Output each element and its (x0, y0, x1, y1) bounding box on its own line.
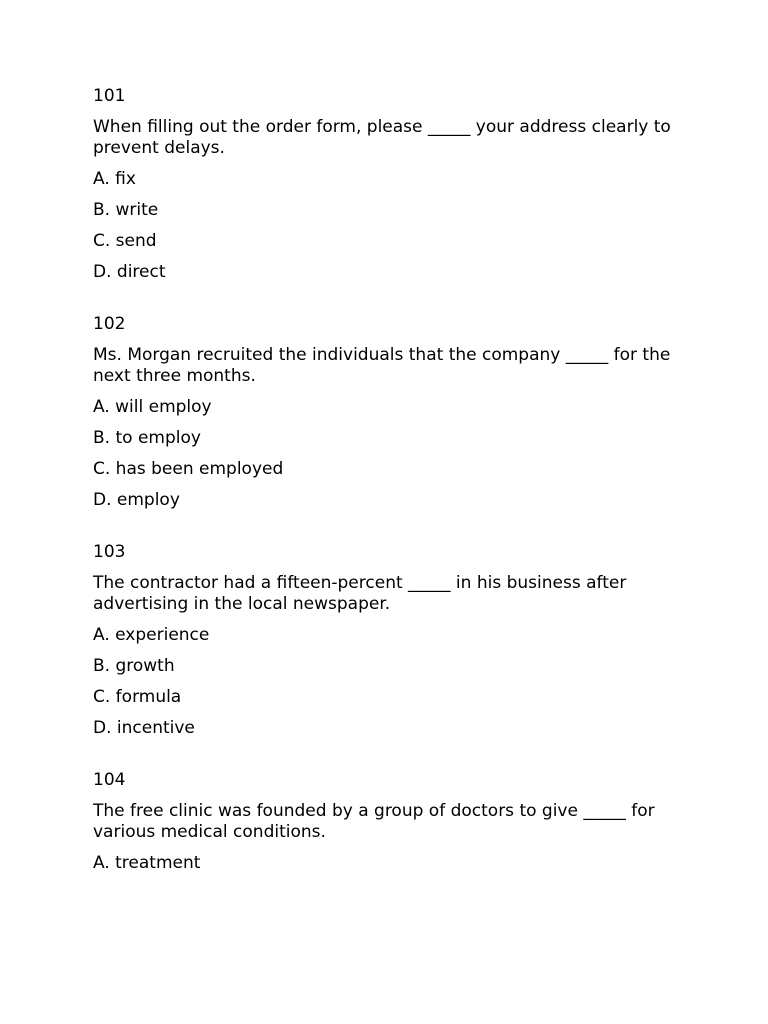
answer-option-a: A. fix (93, 169, 136, 189)
answer-option-c: C. formula (93, 687, 182, 707)
answer-options (93, 853, 683, 874)
document-page (93, 86, 683, 874)
answer-options (93, 625, 683, 739)
question-102 (93, 314, 683, 511)
answer-options (93, 169, 683, 283)
answer-option-c: C. has been employed (93, 459, 284, 479)
question-104 (93, 770, 683, 874)
question-text: Ms. Morgan recruited the individuals that the company _____ for the next three months. (93, 345, 671, 386)
question-number: 102 (93, 314, 126, 334)
answer-option-d: D. direct (93, 262, 166, 282)
question-text: The free clinic was founded by a group of doctors to give _____ for various medical conditions. (93, 801, 655, 842)
answer-option-b: B. to employ (93, 428, 201, 448)
question-101 (93, 86, 683, 283)
question-text: The contractor had a fifteen-percent _____ in his business after advertising in the local newspaper. (93, 573, 627, 614)
question-text: When filling out the order form, please _____ your address clearly to prevent delays. (93, 117, 671, 158)
answer-option-c: C. send (93, 231, 157, 251)
answer-option-d: D. employ (93, 490, 180, 510)
answer-option-b: B. growth (93, 656, 175, 676)
question-103 (93, 542, 683, 739)
answer-option-a: A. will employ (93, 397, 212, 417)
answer-options (93, 397, 683, 511)
answer-option-d: D. incentive (93, 718, 195, 738)
answer-option-a: A. treatment (93, 853, 201, 873)
question-number: 103 (93, 542, 126, 562)
answer-option-b: B. write (93, 200, 159, 220)
answer-option-a: A. experience (93, 625, 210, 645)
question-number: 104 (93, 770, 126, 790)
question-number: 101 (93, 86, 126, 106)
